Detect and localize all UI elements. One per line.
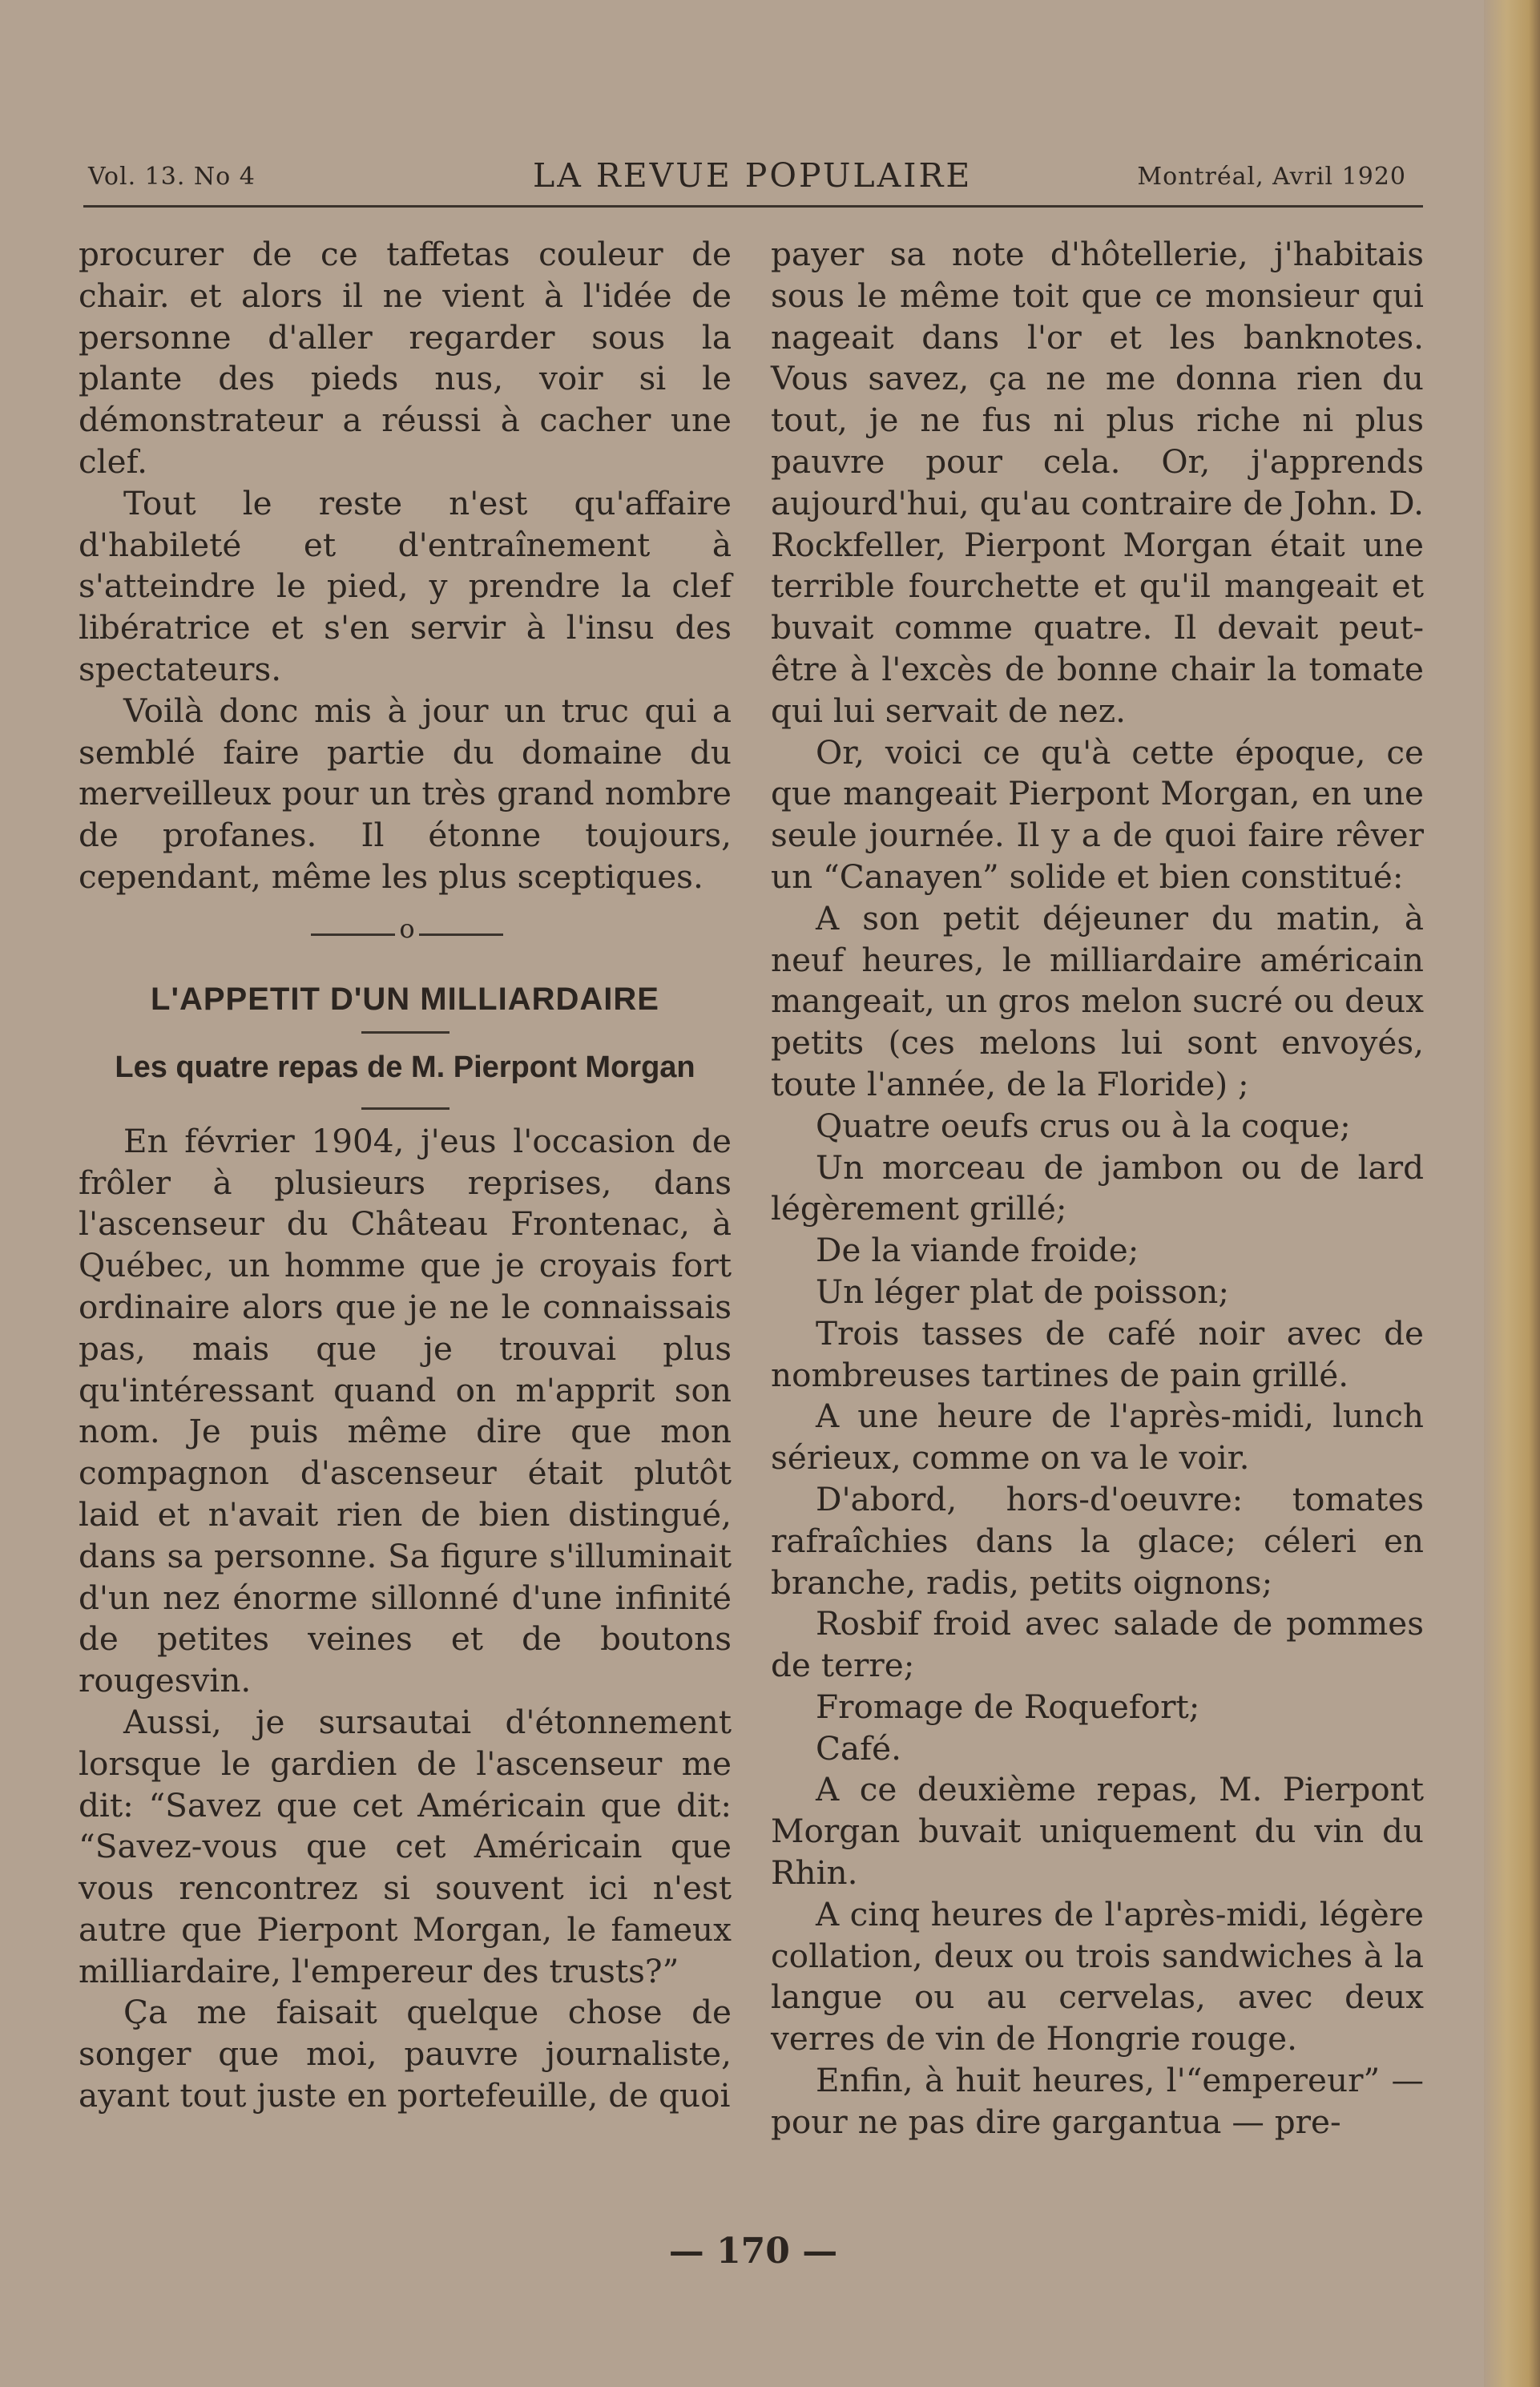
menu-item: Fromage de Roquefort;	[816, 1687, 1200, 1726]
left-column	[79, 234, 732, 2117]
page-number: — 170 —	[668, 2231, 838, 2272]
menu-item: Rosbif froid avec salade de pommes de terre;	[771, 1604, 1424, 1685]
paragraph: Tout le reste n'est qu'affaire d'habileté et d'entraînement à s'atteindre le pied, y prendre la clef libératrice et s'en servir à l'insu des spectateurs.	[79, 483, 732, 688]
volume-number: Vol. 13. No 4	[88, 163, 256, 191]
title-rule	[361, 1031, 450, 1034]
section-separator	[79, 898, 732, 972]
menu-item: De la viande froide;	[816, 1231, 1139, 1270]
paragraph: Voilà donc mis à jour un truc qui a semblé faire partie du domaine du merveilleux pour un très grand nombre de profanes. Il étonne toujours, cependant, même les plus sceptiques.	[79, 691, 732, 896]
article-title: L'APPETIT D'UN MILLIARDAIRE	[151, 981, 659, 1017]
paragraph: Or, voici ce qu'à cette époque, ce que mangeait Pierpont Morgan, en une seule journée. Il y a de quoi faire rêver un “Canayen” solide et bien constitué:	[771, 732, 1424, 896]
paragraph: A cinq heures de l'après-midi, légère collation, deux ou trois sandwiches à la langue ou au cervelas, avec deux verres de vin de Hongrie rouge.	[771, 1894, 1424, 2058]
running-header	[88, 156, 1422, 204]
paragraph: A une heure de l'après-midi, lunch sérieux, comme on va le voir.	[771, 1397, 1424, 1478]
menu-item: Un léger plat de poisson;	[816, 1272, 1230, 1311]
journal-title: LA REVUE POPULAIRE	[533, 156, 973, 195]
menu-item: Un morceau de jambon ou de lard légèrement grillé;	[771, 1147, 1424, 1228]
article-subtitle: Les quatre repas de M. Pierpont Morgan	[115, 1050, 695, 1084]
paragraph: Aussi, je sursautai d'étonnement lorsque le gardien de l'ascenseur me dit: “Savez que cet Américain que dit: “Savez-vous que cet Américain que vous rencontrez si souvent ici n'est autre que Pierpont Morgan, le fameux milliardaire, l'empereur des trusts?”	[79, 1702, 732, 1990]
paragraph: Ça me faisait quelque chose de songer que moi, pauvre journaliste, ayant tout juste en portefeuille, de quoi	[79, 1993, 732, 2115]
right-column	[771, 234, 1424, 2143]
paragraph: En février 1904, j'eus l'occasion de frôler à plusieurs reprises, dans l'ascenseur du Château Frontenac, à Québec, un homme que je croyais fort ordinaire alors que je ne le connaissais pas, mais que je trouvai plus qu'intéressant quand on m'apprit son nom. Je puis même dire que mon compagnon d'ascenseur était plutôt laid et n'avait rien de bien distingué, dans sa personne. Sa figure s'illuminait d'un nez énorme sillonné d'une infinité de petites veines et de boutons rougesvin.	[79, 1121, 732, 1700]
paragraph: procurer de ce taffetas couleur de chair. et alors il ne vient à l'idée de personne d'aller regarder sous la plante des pieds nus, voir si le démonstrateur a réussi à cacher une clef.	[79, 235, 732, 481]
menu-item: D'abord, hors-d'oeuvre: tomates rafraîchies dans la glace; céleri en branche, radis, petits oignons;	[771, 1479, 1424, 1602]
subtitle-rule	[361, 1107, 450, 1110]
menu-item: Quatre oeufs crus ou à la coque;	[816, 1106, 1351, 1145]
menu-item: Café.	[816, 1728, 901, 1768]
place-date: Montréal, Avril 1920	[1137, 163, 1406, 191]
paragraph: A son petit déjeuner du matin, à neuf heures, le milliardaire américain mangeait, un gros melon sucré ou deux petits (ces melons lui sont envoyés, toute l'année, de la Floride) ;	[771, 898, 1424, 1103]
menu-item: Trois tasses de café noir avec de nombreuses tartines de pain grillé.	[771, 1313, 1424, 1394]
header-rule	[83, 205, 1423, 208]
separator-mark: o	[395, 913, 419, 945]
paragraph: Enfin, à huit heures, l'“empereur” — pour ne pas dire gargantua — pre-	[771, 2061, 1424, 2141]
paragraph: A ce deuxième repas, M. Pierpont Morgan buvait uniquement du vin du Rhin.	[771, 1770, 1424, 1893]
page-edge	[1484, 0, 1540, 2387]
paragraph: payer sa note d'hôtellerie, j'habitais sous le même toit que ce monsieur qui nageait dans l'or et les banknotes. Vous savez, ça ne me donna rien du tout, je ne fus ni plus riche ni plus pauvre pour cela. Or, j'apprends aujourd'hui, qu'au contraire de John. D. Rockfeller, Pierpont Morgan était une terrible fourchette et qu'il mangeait et buvait comme quatre. Il devait peut-être à l'excès de bonne chair la tomate qui lui servait de nez.	[771, 235, 1424, 730]
